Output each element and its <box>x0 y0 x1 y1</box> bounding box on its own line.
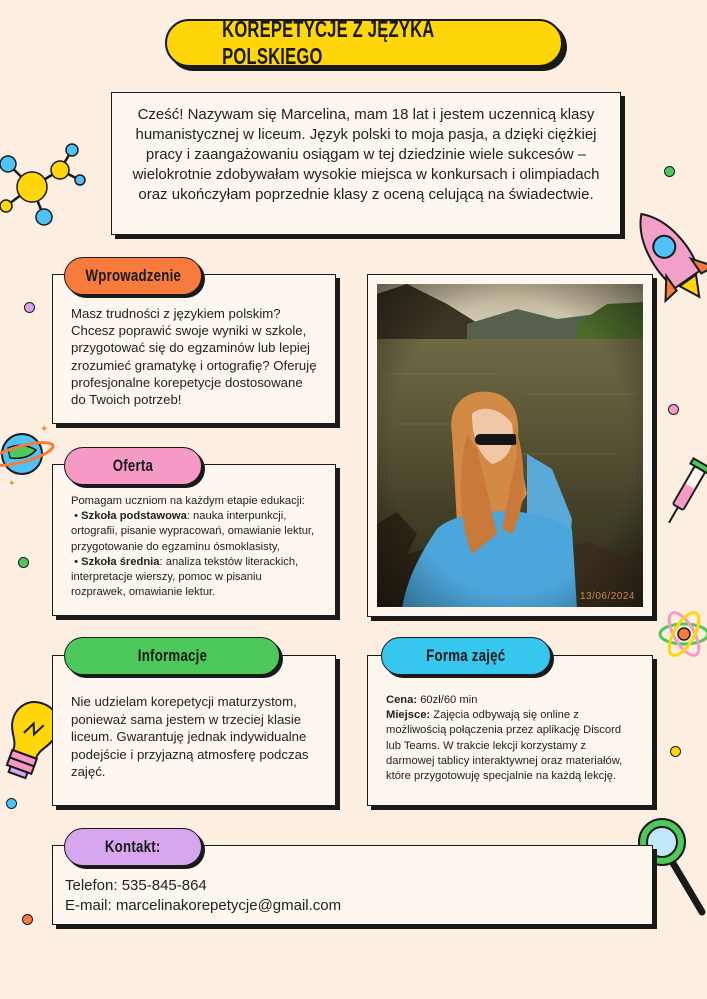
lightbulb-icon <box>0 695 56 795</box>
forma-miejsce-value: Zajęcia odbywają się online z możliwością połączenia przez aplikację Discord lub Teams. W trakcie lekcji korzystamy z darmowej tablicy interaktywnej oraz materiałów, które przygotowuję specjalnie na każdą lekcję. <box>386 709 623 783</box>
atom-icon <box>656 596 707 674</box>
decor-dot <box>24 302 35 313</box>
intro-card <box>111 92 621 235</box>
intro-text: Cześć! Nazywam się Marcelina, mam 18 lat i jestem uczennicą klasy humanistycznej w liceum. Język polski to moja pasja, a dzięki ciężkiej pracy i zaangażowaniu osiągam w tej dziedzinie wiele sukcesów – wielokrotnie zdobywałam wysokie miejsca w konkursach i olimpiadach oraz ukończyłam poprzednie klasy z oceną celującą na świadectwie. <box>132 106 600 203</box>
wprowadzenie-card <box>52 274 336 424</box>
decor-dot <box>670 746 681 757</box>
photo-frame <box>367 274 653 617</box>
oferta-lead: Pomagam uczniom na każdym etapie edukacji: <box>71 495 305 507</box>
kontakt-email: E-mail: marcelinakorepetycje@gmail.com <box>65 897 342 914</box>
forma-heading <box>381 637 551 675</box>
portrait-photo <box>377 284 643 607</box>
kontakt-heading <box>64 828 202 866</box>
decor-dot <box>18 557 29 568</box>
oferta-card <box>52 464 336 616</box>
decor-dot <box>668 404 679 415</box>
forma-cena-label: Cena: <box>386 694 418 706</box>
kontakt-phone: Telefon: 535-845-864 <box>65 877 207 894</box>
forma-cena-value: 60zł/60 min <box>417 694 478 706</box>
oferta-item-podstawowa-text: : nauka interpunkcji, ortografii, pisanie wypracowań, omawianie lektur, przygotowanie do egzaminu ósmoklasisty, <box>71 510 315 553</box>
wprowadzenie-heading-text: Wprowadzenie <box>85 266 181 285</box>
planet-icon <box>0 420 58 490</box>
forma-heading-text: Forma zajęć <box>426 646 506 665</box>
kontakt-heading-text: Kontakt: <box>105 837 161 856</box>
forma-miejsce-label: Miejsce: <box>386 709 431 722</box>
informacje-text: Nie udzielam korepetycji maturzystom, ponieważ sama jestem w trzeciej klasie liceum. Gwarantuję jednak indywidualne podejście i przyjazną atmosferę podczas zajęć. <box>71 694 309 780</box>
wprowadzenie-text: Masz trudności z językiem polskim? Chcesz poprawić swoje wyniki w szkole, przygotować się do egzaminów lub lepiej zrozumieć gramatykę i ortografię? Oferuję profesjonalne korepetycje dostosowane do Twoich potrzeb! <box>71 306 317 408</box>
svg-text:✦: ✦ <box>40 424 49 435</box>
oferta-item-srednia: • Szkoła średnia: analiza tekstów literackich, interpretacje wierszy, pomoc w pisaniu rozprawek, omawianie lektur. <box>71 555 299 599</box>
wprowadzenie-heading <box>64 257 202 295</box>
decor-dot <box>6 798 17 809</box>
photo-date-stamp: 13/06/2024 <box>579 591 635 602</box>
forma-card <box>367 655 653 806</box>
oferta-item-srednia-text: : analiza tekstów literackich, interpretacje wierszy, pomoc w pisaniu rozprawek, omawianie lektur. <box>71 555 299 599</box>
decor-dot <box>664 166 675 177</box>
svg-text:✦: ✦ <box>8 478 16 488</box>
informacje-card <box>52 655 336 806</box>
informacje-heading <box>64 637 280 675</box>
syringe-icon <box>664 455 707 535</box>
informacje-heading-text: Informacje <box>137 646 207 665</box>
oferta-heading <box>64 447 202 485</box>
oferta-item-podstawowa-name: Szkoła podstawowa <box>81 510 187 523</box>
page-title <box>165 16 563 69</box>
oferta-item-srednia-name: Szkoła średnia <box>81 555 160 568</box>
molecule-icon <box>0 140 90 230</box>
forma-miejsce <box>386 708 636 784</box>
oferta-heading-text: Oferta <box>112 456 154 475</box>
forma-cena <box>386 693 636 708</box>
page-title-text: KOREPETYCJE Z JĘZYKA POLSKIEGO <box>222 16 434 69</box>
oferta-item-podstawowa: • Szkoła podstawowa: nauka interpunkcji, ortografii, pisanie wypracowań, omawianie lektur, przygotowanie do egzaminu ósmoklasisty, <box>71 510 315 553</box>
decor-dot <box>22 914 33 925</box>
